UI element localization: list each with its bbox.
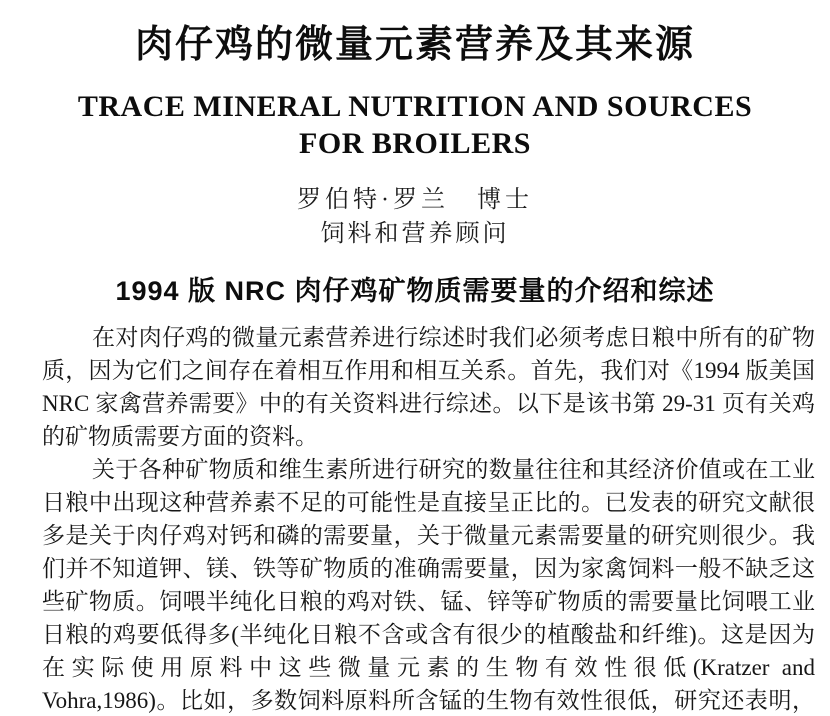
- author-role: 饲料和营养顾问: [320, 221, 510, 247]
- paragraph2-line4: 们并不知道钾、镁、铁等矿物质的准确需要量，因为家禽饲料一般不缺乏这: [42, 556, 815, 581]
- paragraph2-line3: 多是关于肉仔鸡对钙和磷的需要量，关于微量元素需要量的研究则很少。我: [42, 523, 815, 548]
- paragraph1-line1: 在对肉仔鸡的微量元素营养进行综述时我们必须考虑日粮中所有的矿物: [92, 325, 815, 350]
- title-english-line2: FOR BROILERS: [299, 127, 531, 160]
- paragraph2-line1: 关于各种矿物质和维生素所进行研究的数量往往和其经济价值或在工业: [92, 457, 815, 482]
- paragraph2-line7: 在实际使用原料中这些微量元素的生物有效性很低(Kratzer and: [42, 655, 815, 680]
- paragraph1-line3: NRC 家禽营养需要》中的有关资料进行综述。以下是该书第 29-31 页有关鸡: [42, 391, 815, 416]
- paragraph2-line5: 些矿物质。饲喂半纯化日粮的鸡对铁、锰、锌等矿物质的需要量比饲喂工业: [42, 589, 815, 614]
- paragraph2-line6: 日粮的鸡要低得多(半纯化日粮不含或含有很少的植酸盐和纤维)。这是因为: [42, 622, 815, 647]
- document-title-chinese: 肉仔鸡的微量元素营养及其来源: [134, 24, 695, 66]
- author-name: 罗伯特·罗兰 博士: [297, 187, 533, 213]
- paragraph2-line8: Vohra,1986)。比如，多数饲料原料所含锰的生物有效性很低，研究还表明，: [42, 688, 815, 713]
- title-english-line1: TRACE MINERAL NUTRITION AND SOURCES: [77, 90, 753, 123]
- section-heading: 1994 版 NRC 肉仔鸡矿物质需要量的介绍和综述: [115, 276, 715, 306]
- paragraph1-line2: 质，因为它们之间存在着相互作用和相互关系。首先，我们对《1994 版美国: [42, 358, 815, 383]
- document-body: [42, 321, 815, 716]
- document-title-english: [0, 88, 830, 162]
- paragraph2-line2: 日粮中出现这种营养素不足的可能性是直接呈正比的。已发表的研究文献很: [42, 490, 815, 515]
- paragraph1-line4: 的矿物质需要方面的资料。: [42, 424, 318, 449]
